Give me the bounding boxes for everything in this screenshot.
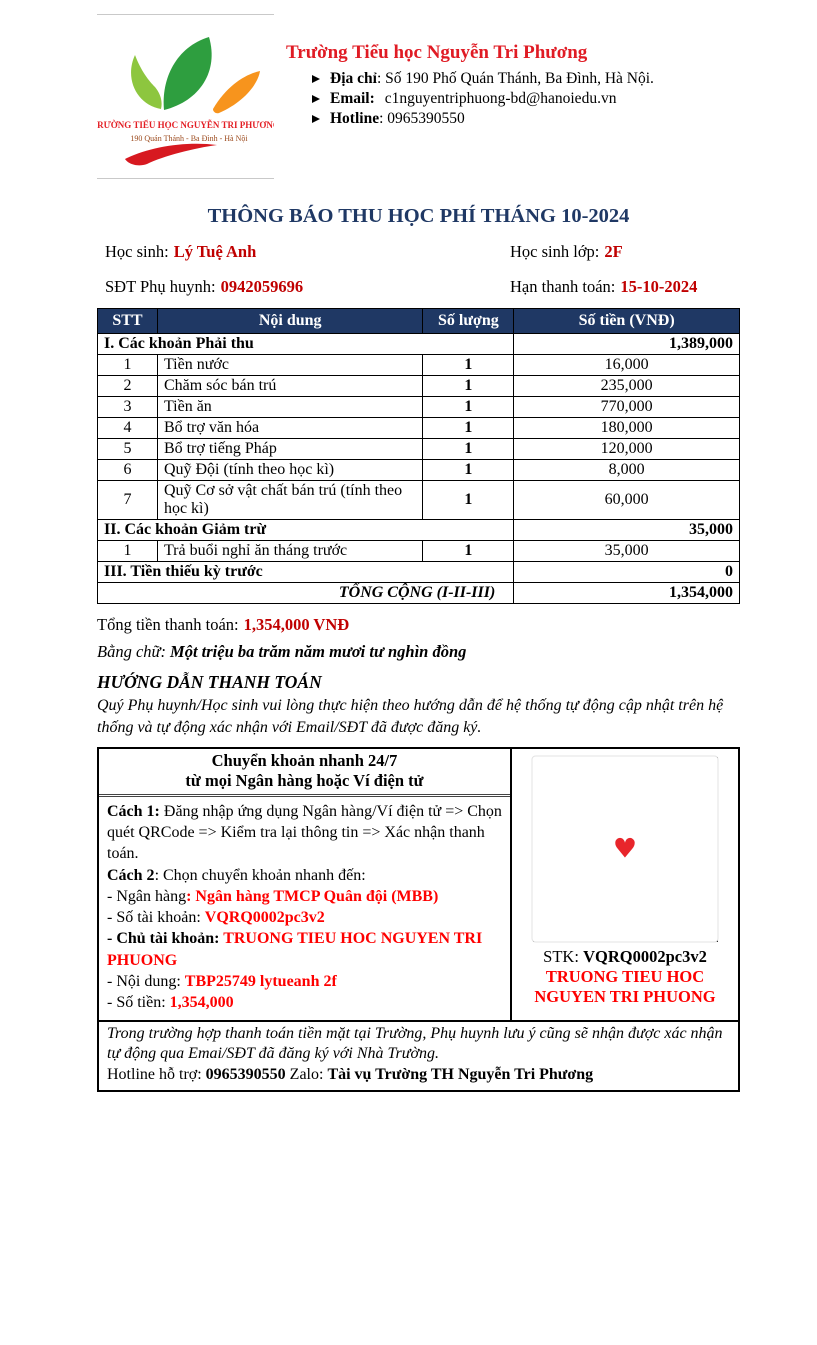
payment-total-value: 1,354,000 VNĐ xyxy=(243,615,350,635)
row-amount: 60,000 xyxy=(514,481,740,520)
table-row xyxy=(98,541,740,562)
memo-label: - Nội dung: xyxy=(107,972,185,990)
row-amount: 770,000 xyxy=(514,397,740,418)
payment-box-header xyxy=(99,749,510,797)
amount-in-words-line xyxy=(97,642,740,662)
row-name: Bổ trợ tiếng Pháp xyxy=(157,439,422,460)
hotline-label: Hotline xyxy=(330,110,380,127)
deadline-value: 15-10-2024 xyxy=(620,277,698,296)
row-name: Bổ trợ văn hóa xyxy=(157,418,422,439)
method2-line xyxy=(107,865,502,886)
payment-header-line1: Chuyển khoản nhanh 24/7 xyxy=(211,750,398,770)
letterhead xyxy=(97,14,740,179)
section2-amount: 35,000 xyxy=(514,520,740,541)
section-row xyxy=(98,520,740,541)
student-name-field xyxy=(97,242,496,262)
row-name: Chăm sóc bán trú xyxy=(157,376,422,397)
student-name-value: Lý Tuệ Anh xyxy=(173,242,257,261)
row-name: Tiền ăn xyxy=(157,397,422,418)
fee-table xyxy=(97,308,740,604)
header-noidung: Nội dung xyxy=(157,309,422,334)
qr-account-line xyxy=(512,947,738,967)
row-stt: 1 xyxy=(98,541,158,562)
payment-header-line2: từ mọi Ngân hàng hoặc Ví điện tử xyxy=(185,771,424,791)
deadline-field xyxy=(502,277,740,297)
school-name: Trường Tiểu học Nguyễn Tri Phương xyxy=(286,42,588,63)
table-row xyxy=(98,481,740,520)
table-row xyxy=(98,460,740,481)
student-class-value: 2F xyxy=(604,242,623,261)
header-soluong: Số lượng xyxy=(423,309,514,334)
row-amount: 180,000 xyxy=(514,418,740,439)
school-logo-image xyxy=(97,19,274,169)
amount-in-words-label: Bằng chữ: xyxy=(97,642,167,662)
email-label: Email: xyxy=(330,90,375,107)
parent-phone-field xyxy=(97,277,496,297)
page-title: THÔNG BÁO THU HỌC PHÍ THÁNG 10-2024 xyxy=(207,205,630,227)
row-stt: 2 xyxy=(98,376,158,397)
amount-value: 1,354,000 xyxy=(169,994,234,1012)
row-stt: 6 xyxy=(98,460,158,481)
row-stt: 5 xyxy=(98,439,158,460)
email-value: c1nguyentriphuong-bd@hanoiedu.vn xyxy=(384,90,617,107)
row-stt: 4 xyxy=(98,418,158,439)
support-zalo-label: Zalo: xyxy=(285,1066,328,1084)
row-name: Trả buổi nghỉ ăn tháng trước xyxy=(157,541,422,562)
row-amount: 8,000 xyxy=(514,460,740,481)
deadline-label: Hạn thanh toán: xyxy=(510,277,616,296)
section2-label: II. Các khoản Giảm trừ xyxy=(98,520,514,541)
header-sotien: Số tiền (VNĐ) xyxy=(514,309,740,334)
arrow-bullet-icon xyxy=(312,75,320,83)
amount-label: - Số tiền: xyxy=(107,994,170,1012)
method2-label: Cách 2 xyxy=(107,866,155,884)
payment-qr-code xyxy=(533,757,718,942)
address-label: Địa chỉ xyxy=(330,70,377,87)
amount-in-words-value: Một triệu ba trăm năm mươi tư nghìn đồng xyxy=(170,642,467,662)
qr-holder-line1: TRUONG TIEU HOC xyxy=(545,966,705,986)
qr-panel xyxy=(512,749,738,1020)
row-stt: 7 xyxy=(98,481,158,520)
parent-phone-value: 0942059696 xyxy=(220,277,304,296)
school-logo xyxy=(97,14,274,179)
qr-stk-label: STK: xyxy=(543,946,584,966)
section-row xyxy=(98,334,740,355)
row-qty: 1 xyxy=(423,418,514,439)
row-name: Quỹ Cơ sở vật chất bán trú (tính theo học kì) xyxy=(157,481,422,520)
table-row xyxy=(98,397,740,418)
bank-line xyxy=(107,886,502,907)
row-amount: 16,000 xyxy=(514,355,740,376)
row-stt: 3 xyxy=(98,397,158,418)
row-amount: 120,000 xyxy=(514,439,740,460)
parent-phone-label: SĐT Phụ huynh: xyxy=(105,277,216,296)
payment-box-body xyxy=(99,797,510,1020)
row-qty: 1 xyxy=(423,541,514,562)
payment-instructions xyxy=(99,749,512,1020)
student-info xyxy=(97,242,740,297)
support-zalo-value: Tài vụ Trường TH Nguyễn Tri Phương xyxy=(327,1066,594,1084)
row-name: Quỹ Đội (tính theo học kì) xyxy=(157,460,422,481)
address-line xyxy=(286,70,654,88)
header-stt: STT xyxy=(98,309,158,334)
qr-holder-name xyxy=(512,967,738,1007)
row-qty: 1 xyxy=(423,481,514,520)
row-qty: 1 xyxy=(423,460,514,481)
amount-line xyxy=(107,992,502,1013)
student-class-field xyxy=(502,242,740,262)
account-line xyxy=(107,907,502,928)
support-line xyxy=(107,1065,730,1086)
account-value: VQRQ0002pc3v2 xyxy=(204,909,325,927)
qr-stk-value: VQRQ0002pc3v2 xyxy=(583,946,707,966)
logo-address: 190 Quán Thánh - Ba Đình - Hà Nội xyxy=(130,134,248,143)
total-row xyxy=(98,583,740,604)
letterhead-text xyxy=(286,14,654,179)
row-qty: 1 xyxy=(423,355,514,376)
footer-note-box xyxy=(97,1022,740,1092)
method2-text: : Chọn chuyển khoản nhanh đến: xyxy=(154,866,366,884)
row-amount: 235,000 xyxy=(514,376,740,397)
section1-amount: 1,389,000 xyxy=(514,334,740,355)
support-hotline-value: 0965390550 xyxy=(205,1066,286,1084)
holder-label: - Chủ tài khoản: xyxy=(107,930,224,948)
section3-label: III. Tiền thiếu kỳ trước xyxy=(98,562,514,583)
account-label: - Số tài khoản: xyxy=(107,909,205,927)
table-header-row xyxy=(98,309,740,334)
payment-total-line xyxy=(97,615,740,635)
method1-line xyxy=(107,801,502,865)
section1-label: I. Các khoản Phải thu xyxy=(98,334,514,355)
total-amount: 1,354,000 xyxy=(514,583,740,604)
qr-holder-line2: NGUYEN TRI PHUONG xyxy=(534,986,716,1006)
cash-payment-note: Trong trường hợp thanh toán tiền mặt tại Trường, Phụ huynh lưu ý cũng sẽ nhận được xác nhận tự động qua Emai/SĐT đã đăng ký với Nhà Trường. xyxy=(107,1024,723,1063)
student-class-label: Học sinh lớp: xyxy=(510,242,600,261)
section3-amount: 0 xyxy=(514,562,740,583)
bank-label: - Ngân hàng xyxy=(107,887,187,905)
student-name-label: Học sinh: xyxy=(105,242,169,261)
arrow-bullet-icon xyxy=(312,95,320,103)
method1-label: Cách 1: xyxy=(107,802,160,820)
row-name: Tiền nước xyxy=(157,355,422,376)
memo-value: TBP25749 lytueanh 2f xyxy=(184,972,337,990)
row-amount: 35,000 xyxy=(514,541,740,562)
method1-text: Đăng nhập ứng dụng Ngân hàng/Ví điện tử => Chọn quét QRCode => Kiểm tra lại thông tin => Xác nhận thanh toán. xyxy=(107,802,502,863)
bank-value: : Ngân hàng TMCP Quân đội (MBB) xyxy=(186,887,439,905)
support-hotline-label: Hotline hỗ trợ: xyxy=(107,1066,206,1084)
guide-heading: HƯỚNG DẪN THANH TOÁN xyxy=(97,672,322,693)
guide-intro: Quý Phụ huynh/Học sinh vui lòng thực hiện theo hướng dẫn để hệ thống tự động cập nhật trên hệ thống và tự động xác nhận với Email/SĐT đã được đăng ký. xyxy=(97,697,724,736)
memo-line xyxy=(107,971,502,992)
table-row xyxy=(98,376,740,397)
vietqr-heart-icon: ♥ xyxy=(532,756,719,943)
email-line xyxy=(286,90,654,108)
holder-value: TRUONG TIEU HOC NGUYEN TRI PHUONG xyxy=(107,930,483,969)
row-qty: 1 xyxy=(423,397,514,418)
table-row xyxy=(98,439,740,460)
row-qty: 1 xyxy=(423,376,514,397)
payment-total-label: Tổng tiền thanh toán: xyxy=(97,615,239,635)
document-content xyxy=(97,0,740,1092)
arrow-bullet-icon xyxy=(312,115,320,123)
logo-school-name: TRƯỜNG TIỂU HỌC NGUYỄN TRI PHƯƠNG xyxy=(97,120,274,130)
holder-line xyxy=(107,928,502,971)
row-qty: 1 xyxy=(423,439,514,460)
table-row xyxy=(98,418,740,439)
address-value: : Số 190 Phố Quán Thánh, Ba Đình, Hà Nội. xyxy=(376,70,654,87)
table-row xyxy=(98,355,740,376)
section-row xyxy=(98,562,740,583)
row-stt: 1 xyxy=(98,355,158,376)
hotline-value: : 0965390550 xyxy=(379,110,465,127)
payment-box xyxy=(97,747,740,1022)
hotline-line xyxy=(286,110,654,128)
total-label: TỔNG CỘNG (I-II-III) xyxy=(98,583,514,604)
